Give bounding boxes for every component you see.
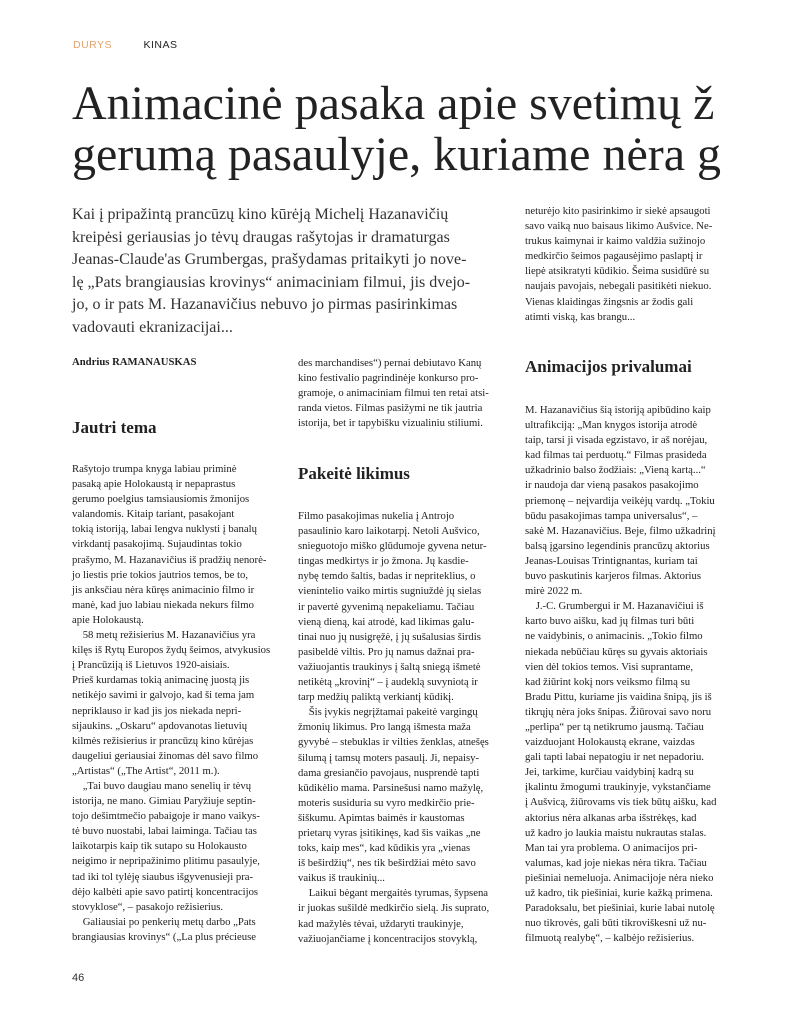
column-3-bottom-text bbox=[525, 403, 740, 946]
topic-label: KINAS bbox=[143, 39, 178, 51]
text-line: prašymo, M. Hazanavičius iš pradžių nenorė- bbox=[72, 553, 267, 566]
text-line: istorija, bet ir tapybišku vizualiniu stiliumi. bbox=[298, 417, 483, 430]
text-line: kilęs iš Rytų Europos žydų šeimos, atvykusios bbox=[72, 644, 271, 657]
text-line: įkalintu žmogumi traukinyje, vykstančiame bbox=[525, 781, 711, 794]
text-line: Jeanas-Louisas Trintignantas, kuriam tai bbox=[525, 554, 698, 567]
column-2-top-text bbox=[298, 356, 513, 431]
subheading-jautri-tema: Jautri tema bbox=[72, 418, 157, 437]
text-line: Laikui bėgant mergaitės tyrumas, šypsena bbox=[298, 887, 489, 900]
text-line: jis anksčiau nėra kūręs animacinio filmo ir bbox=[72, 583, 255, 596]
text-line: J.-C. Grumbergui ir M. Hazanavičiui iš bbox=[525, 600, 704, 613]
text-line: Jei, tarkime, kurčiau vaidybinį kadrą su bbox=[525, 766, 694, 779]
text-line: tarp medžių paliktą verkiantį kūdikį. bbox=[298, 691, 454, 704]
text-line: ir juokas sušildė medkirčio sielą. Jis suprato, bbox=[298, 902, 490, 915]
text-line: kad žiūrint kokį nors veiksmo filmą su bbox=[525, 675, 691, 688]
headline-line: Animacinė pasaka apie svetimų ž bbox=[72, 77, 715, 130]
text-line: priemonę – neįvardija veikėjų vardų. „Tokiu bbox=[525, 494, 715, 507]
text-line: vien dėl tokios temos. Visi suprantame, bbox=[525, 660, 694, 673]
text-line: vieną dieną, kai atrodė, kad likimas galu- bbox=[298, 615, 475, 628]
text-line: į Aušvicą, žiūrovams vis tiek būtų aišku, kad bbox=[525, 796, 717, 809]
text-line: snieguotojo miško glūdumoje gyvena netur- bbox=[298, 540, 487, 553]
text-line: randa vietos. Filmas pasižymi ne tik jautria bbox=[298, 402, 483, 415]
text-line: nuo tikrovės, gali būti tikroviškesni už nu- bbox=[525, 917, 707, 930]
text-line: „Tai buvo daugiau mano senelių ir tėvų bbox=[72, 779, 252, 792]
text-line: „perlipa“ per tą netikrumo jausmą. Tačiau bbox=[525, 720, 704, 733]
text-line: kad mažylės tėvai, uždaryti traukinyje, bbox=[298, 917, 464, 930]
author-byline: Andrius RAMANAUSKAS bbox=[72, 356, 197, 368]
text-line: vaizduojant Holokaustą ekrane, vaizdas bbox=[525, 736, 695, 749]
text-line: tinai nuo jų nusigręžė, į jų sušalusias širdis bbox=[298, 630, 481, 643]
text-line: M. Hazanavičius šią istoriją apibūdino kaip bbox=[525, 404, 711, 416]
text-line: virkdantį pasakojimą. Sujaudintas tokio bbox=[72, 538, 242, 551]
article-headline bbox=[72, 78, 721, 180]
lead-line: Jeanas-Claude'as Grumbergas, prašydamas pritaikyti jo nove- bbox=[72, 251, 467, 268]
text-line: tė buvo nuostabi, labai laiminga. Tačiau tas bbox=[72, 825, 257, 838]
text-line: kad filmas tai perduotų.“ Filmas prasideda bbox=[525, 449, 707, 462]
headline-line: gerumą pasaulyje, kuriame nėra g bbox=[72, 128, 722, 181]
column-3-top-text bbox=[525, 204, 740, 325]
text-line: stovyklose“, – pasakojo režisierius. bbox=[72, 900, 224, 913]
text-line: pasibeldė viltis. Pro jų namus dažnai pra- bbox=[298, 645, 475, 658]
text-line: 58 metų režisierius M. Hazanavičius yra bbox=[72, 629, 256, 642]
text-line: vienintelio vaiko mirtis sugniuždė jų sielas bbox=[298, 585, 482, 598]
lead-line: jo, o ir pats M. Hazanavičius nebuvo jo pirmas pasirinkimas bbox=[72, 296, 458, 313]
text-line: šiškumu. Apimtas baimės ir kaustomas bbox=[298, 811, 465, 824]
text-line: nepriklauso ir kad jis jos niekada nepri- bbox=[72, 704, 242, 717]
text-line: gali tapti labai nepatogiu ir net nepadoriu. bbox=[525, 751, 704, 764]
text-line: už kadro, tik piešiniai, kurie kažką primena. bbox=[525, 887, 713, 899]
text-line: būdu pasakojimas tampa universalus“, – bbox=[525, 509, 698, 522]
lead-line: lę „Pats brangiausias krovinys“ animaciniam filmui, jis dvejo- bbox=[72, 273, 471, 291]
text-line: dėjo kalbėti apie savo patirtį koncentracijos bbox=[72, 885, 259, 898]
lead-line: kreipėsi geriausias jo tėvų draugas rašytojas ir dramaturgas bbox=[72, 228, 450, 246]
text-line: „Artistas“ („The Artist“, 2011 m.). bbox=[72, 764, 220, 777]
text-line: karto buvo aišku, kad jų filmas turi būti bbox=[525, 615, 695, 628]
text-line: gerumo poelgius tamsiausiomis žmonijos bbox=[72, 493, 250, 506]
text-line: savo vaiką nuo baisaus likimo Aušvice. Ne- bbox=[525, 220, 713, 233]
text-line: neturėjo kito pasirinkimo ir siekė apsaugoti bbox=[525, 205, 711, 217]
text-line: Vienas klaidingas žingsnis ar žodis gali bbox=[525, 295, 694, 308]
text-line: des marchandises“) pernai debiutavo Kanų bbox=[298, 357, 482, 369]
text-line: sakė M. Hazanavičius. Beje, filmo užkadrinį bbox=[525, 524, 716, 537]
text-line: už kadro jo laukia maistu nukrautas stalas. bbox=[525, 826, 707, 839]
text-line: prietarų vyras įsitikinęs, kad šis vaikas „ne bbox=[298, 826, 481, 839]
text-line: nybę temdo šaltis, badas ir nepriteklius, o bbox=[298, 570, 476, 583]
text-line: moteris susiduria su vyro medkirčio prie- bbox=[298, 796, 475, 809]
text-line: Paradoksalu, bet piešiniai, kurie labai nutolę bbox=[525, 902, 715, 915]
text-line: niekada nebūčiau kūręs su gyvais aktoriais bbox=[525, 645, 708, 658]
text-line: Rašytojo trumpa knyga labiau priminė bbox=[72, 463, 237, 475]
text-line: buvo paskutinis karjeros filmas. Aktorius bbox=[525, 570, 702, 583]
text-line: važiuojančiame į koncentracijos stovyklą, bbox=[298, 932, 478, 945]
text-line: vaikus iš traukinių... bbox=[298, 872, 385, 885]
text-line: ultrafikciją: „Man knygos istorija atrodė bbox=[525, 419, 698, 432]
text-line: gramoje, o animaciniam filmui ten retai atsi- bbox=[298, 387, 489, 400]
text-line: Galiausiai po penkerių metų darbo „Pats bbox=[72, 915, 256, 928]
text-line: pasaką apie Holokaustą ir nepaprastus bbox=[72, 478, 236, 491]
text-line: apie Holokaustą. bbox=[72, 613, 144, 626]
text-line: toks, kaip mes“, kad kūdikis yra „vienas bbox=[298, 842, 471, 855]
text-line: iš beširdžių“, nes tik beširdžiai mėto savo bbox=[298, 857, 476, 870]
column-2-bottom-text bbox=[298, 509, 513, 947]
text-line: atimti viską, kas brangu... bbox=[525, 310, 636, 323]
text-line: jo liestis prie tokios jautrios temos, be to, bbox=[72, 568, 249, 581]
text-line: kino festivalio pagrindinėje konkurso pro- bbox=[298, 372, 479, 385]
lead-line: Kai į pripažintą prancūzų kino kūrėją Michelį Hazanavičių bbox=[72, 206, 449, 223]
text-line: manė, kad juo labiau niekada nekurs filmo bbox=[72, 598, 254, 611]
text-line: neigimo ir nepripažinimo plitimu pasaulyje, bbox=[72, 855, 260, 868]
text-line: Filmo pasakojimas nukelia į Antrojo bbox=[298, 510, 455, 522]
text-line: pasaulinio karo laikotarpį. Netoli Aušvico, bbox=[298, 525, 480, 538]
subheading-animacijos-privalumai: Animacijos privalumai bbox=[525, 357, 692, 376]
text-line: užkadrinio balso žodžiais: „Vieną kartą...“ bbox=[525, 464, 706, 477]
text-line: piešiniai nemeluoja. Animacijoje nėra nieko bbox=[525, 871, 714, 884]
text-line: netikėjo savimi ir galvojo, kad ši tema jam bbox=[72, 689, 255, 702]
column-1-text bbox=[72, 462, 282, 945]
text-line: tikrųjų nėra joks šnipas. Žiūrovai savo noru bbox=[525, 705, 712, 718]
article-lead bbox=[72, 204, 522, 339]
text-line: filmuotą realybę“, – kalbėjo režisierius. bbox=[525, 932, 695, 945]
text-line: kilmės režisierius ir prancūzų kino kūrėjas bbox=[72, 734, 254, 747]
text-line: važiuojantis traukinys į šaltą sniegą išmetė bbox=[298, 660, 481, 673]
text-line: gyvybė – stebuklas ir vilties ženklas, atnešęs bbox=[298, 736, 489, 749]
text-line: medkirčio šeimos pagausėjimo paslaptį ir bbox=[525, 250, 703, 263]
text-line: tingas medkirtys ir jo žmona. Jų kasdie- bbox=[298, 555, 469, 568]
text-line: balsą įgarsino legendinis prancūzų aktorius bbox=[525, 539, 710, 552]
text-line: mirė 2022 m. bbox=[525, 585, 583, 598]
text-line: tad iki tol tylėję siaubus išgyvenusieji pra- bbox=[72, 870, 254, 883]
text-line: taip, tarsi ji visada egzistavo, ir aš norėjau, bbox=[525, 434, 708, 447]
text-line: Man tai yra problema. O animacijos pri- bbox=[525, 841, 698, 854]
lead-line: vadovauti ekranizacijai... bbox=[72, 318, 233, 336]
text-line: tokią istoriją, labai lengva nuklysti į banalų bbox=[72, 523, 257, 536]
text-line: dama gresiančio pavojaus, nusprendė tapti bbox=[298, 766, 480, 779]
text-line: naujais pavojais, nebegali pasitikėti niekuo. bbox=[525, 280, 712, 293]
text-line: sijaukins. „Oskaru“ apdovanotas lietuvių bbox=[72, 719, 248, 732]
text-line: ir naudoja dar vieną pasakos pasakojimo bbox=[525, 479, 699, 492]
text-line: tojo dešimtmečio pabaigoje ir mano vaikys- bbox=[72, 810, 260, 823]
text-line: liepė atsikratyti kūdikio. Šeima susidūrė su bbox=[525, 265, 710, 278]
text-line: aktorius nėra alkanas arba išstrėkęs, kad bbox=[525, 811, 697, 824]
text-line: trukus kaimynai ir kaimo valdžia sužinojo bbox=[525, 235, 706, 248]
page-number: 46 bbox=[72, 972, 85, 984]
text-line: Prieš kurdamas tokią animacinę juostą jis bbox=[72, 674, 250, 687]
text-line: žmonių likimus. Pro langą išmesta maža bbox=[298, 721, 471, 734]
text-line: valandomis. Kitaip tariant, pasakojant bbox=[72, 508, 235, 521]
text-line: kūdikėlio mama. Parsinešusi namo mažylę, bbox=[298, 781, 484, 794]
text-line: istorija, ne mano. Gimiau Paryžiuje septin- bbox=[72, 795, 256, 808]
text-line: valumas, kad joje niekas nėra tikra. Tačiau bbox=[525, 856, 707, 869]
text-line: Bradu Pittu, kuriame jis vaidina šnipą, jis iš bbox=[525, 690, 712, 703]
text-line: netikėtą „krovinį“ – į audeklą suvyniotą ir bbox=[298, 676, 478, 689]
subheading-pakeite-likimus: Pakeitė likimus bbox=[298, 464, 410, 483]
text-line: ne vaidybinis, o animacinis. „Tokio filmo bbox=[525, 630, 703, 643]
text-line: brangiausias krovinys“ („La plus précieuse bbox=[72, 930, 256, 943]
running-header bbox=[73, 39, 178, 51]
text-line: ir pavertė gyvenimą nepakeliamu. Tačiau bbox=[298, 600, 475, 613]
section-label: DURYS bbox=[73, 39, 113, 51]
text-line: šilumą į tamsų moters pasaulį. Ji, nepaisy- bbox=[298, 751, 480, 764]
text-line: į Prancūziją iš Lietuvos 1920-aisiais. bbox=[72, 659, 230, 672]
text-line: laikotarpis kaip tik sutapo su Holokausto bbox=[72, 840, 247, 853]
text-line: Šis įvykis negrįžtamai pakeitė vargingų bbox=[298, 706, 478, 719]
text-line: daugeliui geriausiai žinomas dėl savo filmo bbox=[72, 749, 259, 762]
